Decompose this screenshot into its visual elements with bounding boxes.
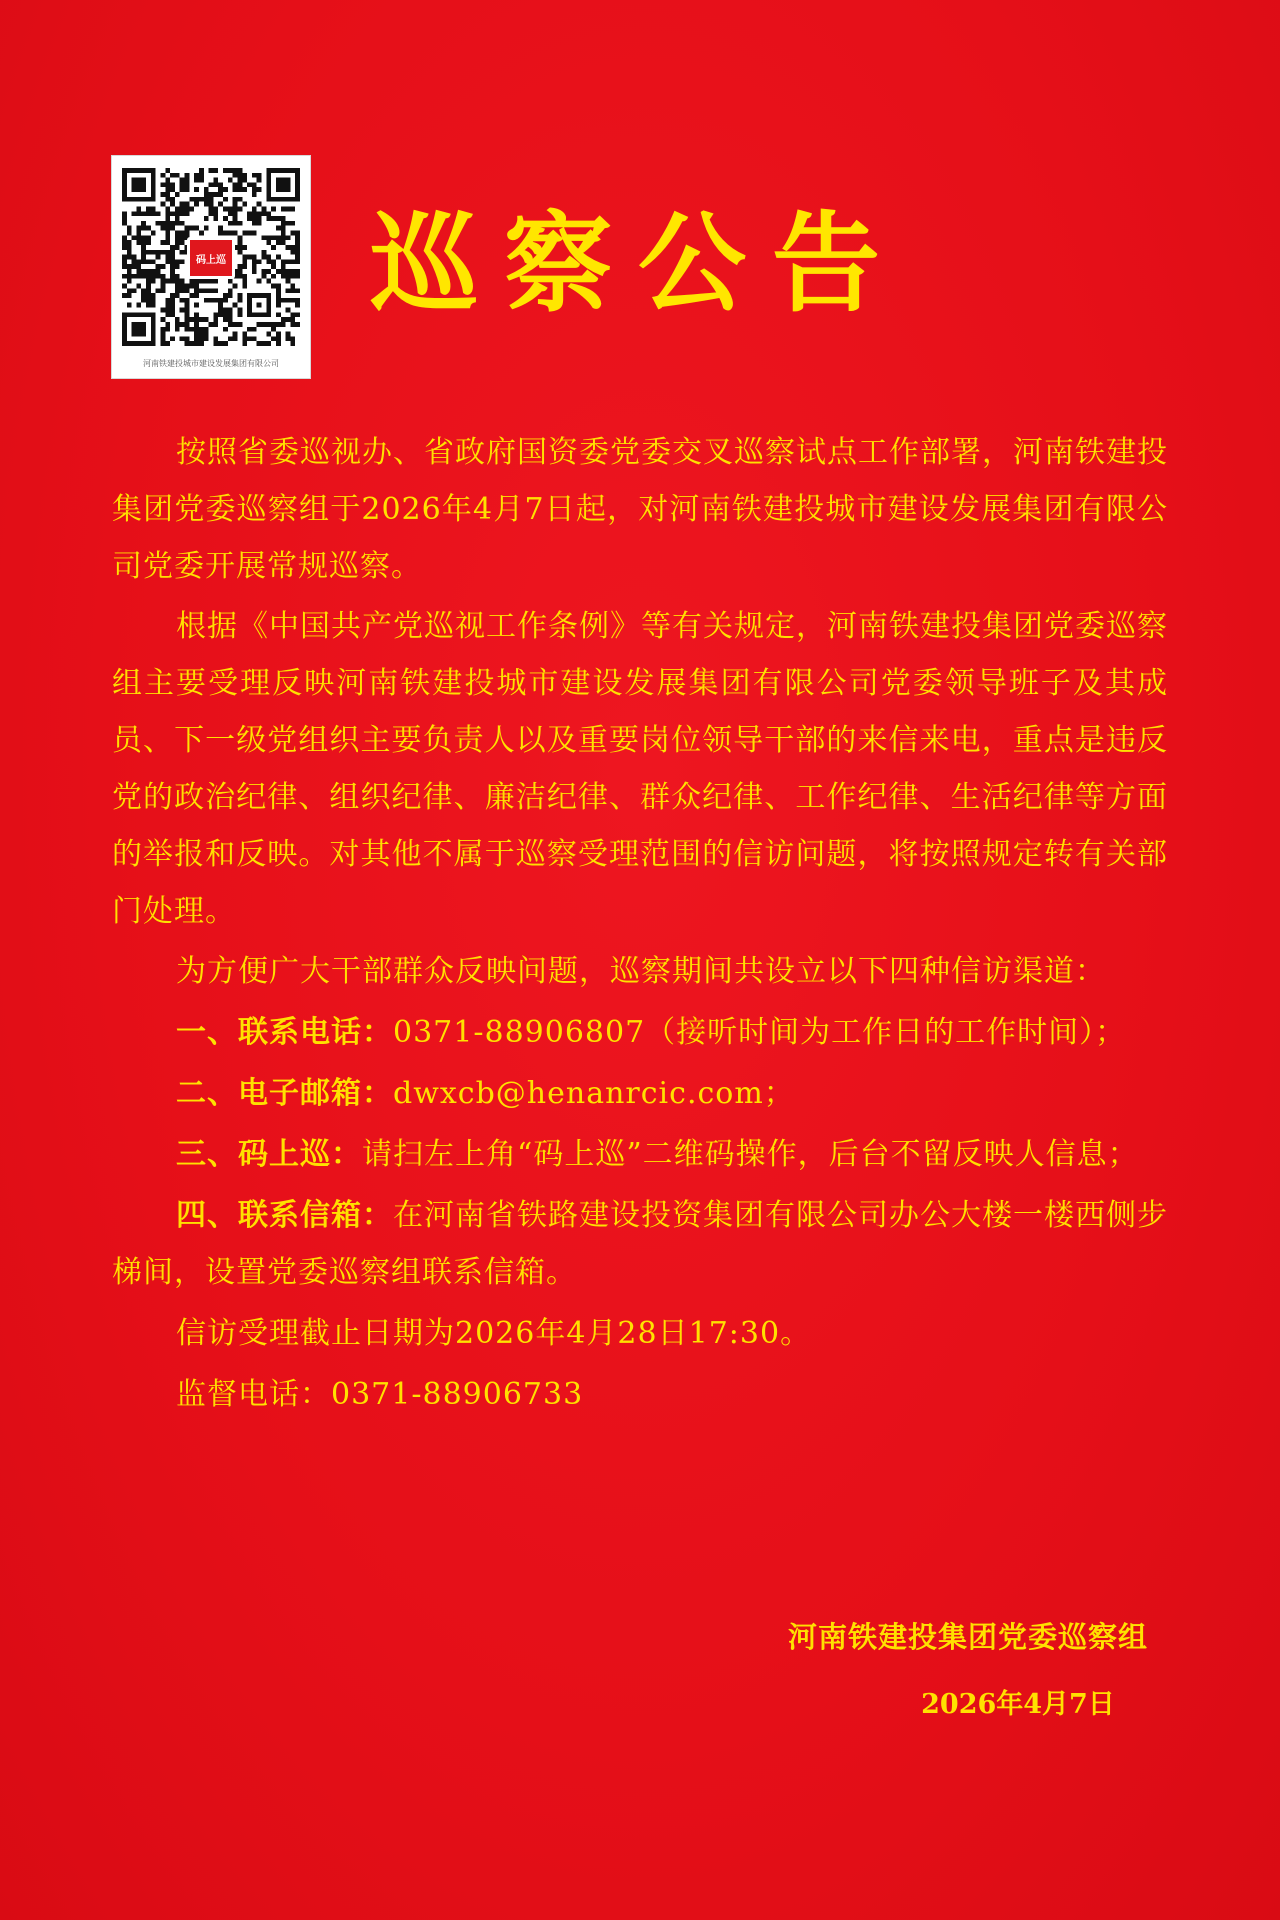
channel-mailbox-label: 四、联系信箱：	[176, 1198, 393, 1233]
channel-mailbox	[112, 1187, 1168, 1301]
paragraph-intro: 按照省委巡视办、省政府国资委党委交叉巡察试点工作部署，河南铁建投集团党委巡察组于2026年4月7日起，对河南铁建投城市建设发展集团有限公司党委开展常规巡察。	[112, 435, 1168, 584]
channel-phone	[112, 1004, 1168, 1061]
signature-block	[788, 1612, 1148, 1730]
channel-email-text[interactable]: dwxcb@henanrcic.com；	[393, 1076, 795, 1111]
paragraph-scope: 根据《中国共产党巡视工作条例》等有关规定，河南铁建投集团党委巡察组主要受理反映河南铁建投城市建设发展集团有限公司党委领导班子及其成员、下一级党组织主要负责人以及重要岗位领导干部的来信来电，重点是违反党的政治纪律、组织纪律、廉洁纪律、群众纪律、工作纪律、生活纪律等方面的举报和反映。对其他不属于巡察受理范围的信访问题，将按照规定转有关部门处理。	[112, 609, 1168, 929]
channel-email	[112, 1065, 1168, 1122]
supervision-phone[interactable]: 监督电话：0371-88906733	[176, 1377, 584, 1412]
channel-email-label: 二、电子邮箱：	[176, 1076, 393, 1111]
announcement-body	[112, 424, 1168, 1423]
qr-code-card[interactable]	[112, 156, 310, 378]
channel-mailbox-text: 在河南省铁路建设投资集团有限公司办公大楼一楼西侧步梯间，设置党委巡察组联系信箱。	[112, 1198, 1168, 1290]
signature-date: 2026年4月7日	[921, 1689, 1115, 1720]
paragraph-channels-intro: 为方便广大干部群众反映问题，巡察期间共设立以下四种信访渠道：	[176, 954, 1106, 989]
channel-qr-text: 请扫左上角“码上巡”二维码操作，后台不留反映人信息；	[362, 1137, 1139, 1172]
qr-caption: 河南铁建投城市建设发展集团有限公司	[143, 359, 279, 368]
deadline-text: 信访受理截止日期为2026年4月28日17:30。	[176, 1316, 812, 1351]
channel-qr	[112, 1126, 1168, 1183]
page-title: 巡察公告	[370, 202, 907, 327]
channel-phone-label: 一、联系电话：	[176, 1015, 393, 1050]
channel-qr-label: 三、码上巡：	[176, 1137, 362, 1172]
channel-phone-text[interactable]: 0371-88906807（接听时间为工作日的工作时间）；	[393, 1015, 1127, 1050]
qr-badge-label: 码上巡	[187, 237, 235, 279]
signature-org: 河南铁建投集团党委巡察组	[787, 1620, 1148, 1654]
